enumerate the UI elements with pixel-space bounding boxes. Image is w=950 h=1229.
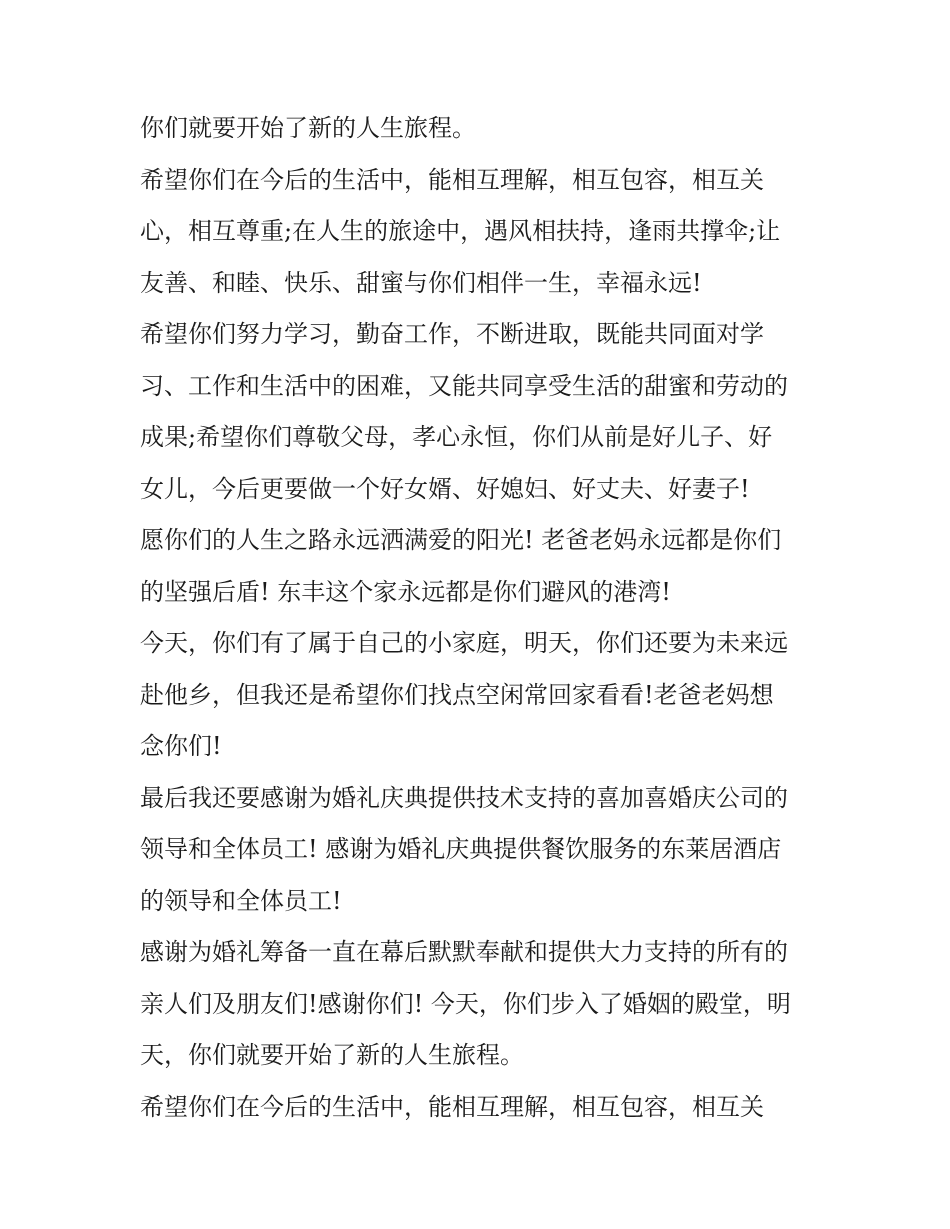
text-line: 的领导和全体员工! xyxy=(140,886,342,915)
text-line: 心，相互尊重;在人生的旅途中，遇风相扶持，逢雨共撑伞;让 xyxy=(140,217,781,245)
text-line: 的坚强后盾! 东丰这个家永远都是你们避风的港湾! xyxy=(140,577,671,606)
text-line: 友善、和睦、快乐、甜蜜与你们相伴一生，幸福永远! xyxy=(140,268,702,297)
body-text xyxy=(140,107,820,1137)
text-line: 希望你们努力学习，勤奋工作，不断进取，既能共同面对学 xyxy=(140,320,764,348)
text-line: 赴他乡，但我还是希望你们找点空闲常回家看看!老爸老妈想 xyxy=(140,680,774,709)
text-line: 希望你们在今后的生活中，能相互理解，相互包容，相互关 xyxy=(140,1092,764,1121)
text-line: 最后我还要感谢为婚礼庆典提供技术支持的喜加喜婚庆公司的 xyxy=(140,783,788,812)
text-line: 女儿，今后更要做一个好女婿、好媳妇、好丈夫、好妻子! xyxy=(140,474,750,503)
text-line: 希望你们在今后的生活中，能相互理解，相互包容，相互关 xyxy=(140,165,764,194)
text-line: 感谢为婚礼筹备一直在幕后默默奉献和提供大力支持的所有的 xyxy=(140,938,788,966)
text-line: 你们就要开始了新的人生旅程。 xyxy=(140,114,476,142)
text-line: 念你们! xyxy=(140,732,222,760)
text-line: 愿你们的人生之路永远洒满爱的阳光! 老爸老妈永远都是你们 xyxy=(140,526,782,554)
text-line: 成果;希望你们尊敬父母，孝心永恒，你们从前是好儿子、好 xyxy=(140,423,773,451)
text-line: 天，你们就要开始了新的人生旅程。 xyxy=(140,1041,524,1069)
text-line: 领导和全体员工! 感谢为婚礼庆典提供餐饮服务的东莱居酒店 xyxy=(140,835,782,863)
text-line: 亲人们及朋友们!感谢你们! 今天，你们步入了婚姻的殿堂，明 xyxy=(140,989,791,1018)
text-line: 今天，你们有了属于自己的小家庭，明天，你们还要为未来远 xyxy=(140,629,788,657)
text-line: 习、工作和生活中的困难，又能共同享受生活的甜蜜和劳动的 xyxy=(140,371,788,400)
